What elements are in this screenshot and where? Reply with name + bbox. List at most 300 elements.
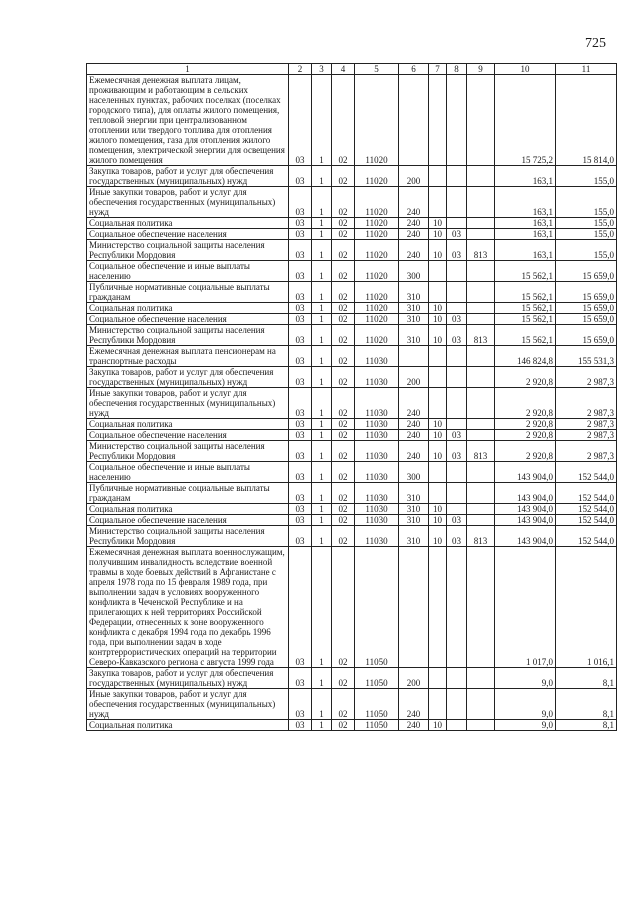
code-col-5-cell: 11020 [355,218,399,229]
code-col-9-cell: 813 [467,325,495,346]
row-name-cell: Социальная политика [87,720,289,731]
code-col-3-cell: 1 [312,303,332,314]
amount-col-11-cell: 152 544,0 [556,483,617,504]
amount-col-11-cell: 152 544,0 [556,515,617,526]
amount-col-11-cell: 15 659,0 [556,325,617,346]
code-col-5-cell: 11020 [355,314,399,325]
code-col-8-cell [447,166,467,187]
code-col-5-cell: 11030 [355,504,399,515]
amount-col-10-cell: 15 562,1 [495,325,556,346]
amount-col-10-cell: 2 920,8 [495,388,556,419]
code-col-5-cell: 11030 [355,346,399,367]
code-col-4-cell: 02 [332,314,355,325]
code-col-6-cell: 310 [399,526,429,547]
code-col-4-cell: 02 [332,441,355,462]
table-row [87,515,617,526]
code-col-6-cell: 200 [399,367,429,388]
code-col-8-cell [447,668,467,689]
row-name-cell: Закупка товаров, работ и услуг для обеспечения государственных (муниципальных) нужд [87,668,289,689]
code-col-7-cell [429,462,447,483]
amount-col-11-cell: 152 544,0 [556,504,617,515]
code-col-3-cell: 1 [312,419,332,430]
code-col-4-cell: 02 [332,720,355,731]
code-col-3-cell: 1 [312,218,332,229]
amount-col-10-cell: 2 920,8 [495,441,556,462]
code-col-9-cell [467,282,495,303]
column-header-11: 11 [556,64,617,75]
code-col-4-cell: 02 [332,430,355,441]
code-col-8-cell [447,303,467,314]
code-col-6-cell: 240 [399,187,429,218]
amount-col-10-cell: 15 562,1 [495,314,556,325]
code-col-2-cell: 03 [289,547,312,668]
code-col-4-cell: 02 [332,240,355,261]
code-col-5-cell: 11020 [355,187,399,218]
code-col-5-cell: 11030 [355,462,399,483]
code-col-5-cell: 11030 [355,526,399,547]
code-col-2-cell: 03 [289,430,312,441]
code-col-9-cell: 813 [467,240,495,261]
code-col-6-cell [399,75,429,166]
code-col-5-cell: 11030 [355,367,399,388]
amount-col-11-cell: 155,0 [556,229,617,240]
table-row [87,668,617,689]
table-row [87,547,617,668]
row-name-cell: Публичные нормативные социальные выплаты гражданам [87,483,289,504]
code-col-4-cell: 02 [332,483,355,504]
code-col-2-cell: 03 [289,282,312,303]
row-name-cell: Министерство социальной защиты населения Республики Мордовия [87,526,289,547]
amount-col-10-cell: 163,1 [495,187,556,218]
code-col-8-cell [447,75,467,166]
table-header-row [87,64,617,75]
table-row [87,218,617,229]
code-col-9-cell [467,547,495,668]
code-col-2-cell: 03 [289,388,312,419]
code-col-2-cell: 03 [289,668,312,689]
code-col-3-cell: 1 [312,504,332,515]
code-col-8-cell [447,483,467,504]
code-col-8-cell: 03 [447,515,467,526]
code-col-5-cell: 11020 [355,166,399,187]
code-col-2-cell: 03 [289,419,312,430]
code-col-9-cell [467,346,495,367]
row-name-cell: Социальная политика [87,504,289,515]
code-col-5-cell: 11020 [355,303,399,314]
code-col-6-cell: 310 [399,504,429,515]
table-body [87,75,617,731]
code-col-6-cell: 240 [399,419,429,430]
row-name-cell: Социальное обеспечение населения [87,314,289,325]
table-row [87,689,617,720]
code-col-4-cell: 02 [332,282,355,303]
page-number: 725 [585,36,606,51]
code-col-7-cell: 10 [429,430,447,441]
code-col-5-cell: 11020 [355,229,399,240]
code-col-3-cell: 1 [312,240,332,261]
code-col-9-cell [467,462,495,483]
row-name-cell: Публичные нормативные социальные выплаты гражданам [87,282,289,303]
code-col-9-cell [467,218,495,229]
code-col-7-cell: 10 [429,218,447,229]
table-row [87,303,617,314]
code-col-6-cell: 310 [399,325,429,346]
code-col-6-cell: 240 [399,689,429,720]
table-row [87,325,617,346]
table-row [87,282,617,303]
code-col-7-cell: 10 [429,441,447,462]
table-row [87,720,617,731]
amount-col-10-cell: 163,1 [495,229,556,240]
row-name-cell: Социальная политика [87,218,289,229]
table-row [87,261,617,282]
code-col-5-cell: 11020 [355,282,399,303]
amount-col-10-cell: 9,0 [495,668,556,689]
code-col-7-cell: 10 [429,303,447,314]
amount-col-10-cell: 146 824,8 [495,346,556,367]
code-col-4-cell: 02 [332,689,355,720]
code-col-6-cell: 200 [399,166,429,187]
code-col-4-cell: 02 [332,367,355,388]
code-col-5-cell: 11050 [355,720,399,731]
code-col-7-cell: 10 [429,325,447,346]
code-col-7-cell: 10 [429,720,447,731]
code-col-3-cell: 1 [312,441,332,462]
code-col-9-cell: 813 [467,526,495,547]
code-col-6-cell: 240 [399,218,429,229]
code-col-6-cell: 300 [399,261,429,282]
code-col-5-cell: 11030 [355,515,399,526]
code-col-4-cell: 02 [332,668,355,689]
code-col-4-cell: 02 [332,187,355,218]
code-col-3-cell: 1 [312,346,332,367]
code-col-3-cell: 1 [312,187,332,218]
table-row [87,462,617,483]
code-col-9-cell [467,367,495,388]
code-col-7-cell [429,668,447,689]
code-col-4-cell: 02 [332,419,355,430]
code-col-3-cell: 1 [312,462,332,483]
column-header-10: 10 [495,64,556,75]
code-col-4-cell: 02 [332,388,355,419]
code-col-8-cell: 03 [447,229,467,240]
row-name-cell: Иные закупки товаров, работ и услуг для обеспечения государственных (муниципальных) нужд [87,689,289,720]
code-col-4-cell: 02 [332,547,355,668]
code-col-4-cell: 02 [332,75,355,166]
row-name-cell: Ежемесячная денежная выплата лицам, проживающим и работающим в сельских населенных пунктах, рабочих поселках (поселках городского типа), для оплаты жилого помещения, тепловой энергии при централизованном отоплении или твердого топлива для отопления жилого помещения, газа для отопления жилого помещения, электрической энергии для освещения жилого помещения [87,75,289,166]
code-col-7-cell [429,261,447,282]
row-name-cell: Иные закупки товаров, работ и услуг для обеспечения государственных (муниципальных) нужд [87,388,289,419]
code-col-7-cell [429,282,447,303]
column-header-5: 5 [355,64,399,75]
code-col-6-cell [399,346,429,367]
table-row [87,75,617,166]
code-col-3-cell: 1 [312,430,332,441]
code-col-9-cell: 813 [467,441,495,462]
column-header-9: 9 [467,64,495,75]
code-col-4-cell: 02 [332,303,355,314]
code-col-3-cell: 1 [312,547,332,668]
amount-col-11-cell: 8,1 [556,668,617,689]
table-row [87,229,617,240]
table-row [87,367,617,388]
code-col-8-cell: 03 [447,441,467,462]
table-row [87,441,617,462]
code-col-3-cell: 1 [312,388,332,419]
code-col-8-cell [447,689,467,720]
code-col-2-cell: 03 [289,229,312,240]
code-col-9-cell [467,303,495,314]
code-col-2-cell: 03 [289,240,312,261]
amount-col-10-cell: 143 904,0 [495,515,556,526]
code-col-4-cell: 02 [332,166,355,187]
amount-col-10-cell: 1 017,0 [495,547,556,668]
amount-col-10-cell: 2 920,8 [495,430,556,441]
code-col-3-cell: 1 [312,515,332,526]
code-col-3-cell: 1 [312,483,332,504]
amount-col-10-cell: 15 562,1 [495,261,556,282]
code-col-8-cell [447,346,467,367]
code-col-7-cell: 10 [429,504,447,515]
code-col-7-cell [429,483,447,504]
code-col-8-cell: 03 [447,325,467,346]
code-col-5-cell: 11030 [355,419,399,430]
code-col-5-cell: 11050 [355,547,399,668]
row-name-cell: Министерство социальной защиты населения Республики Мордовия [87,325,289,346]
code-col-8-cell [447,388,467,419]
amount-col-11-cell: 155,0 [556,166,617,187]
code-col-2-cell: 03 [289,325,312,346]
code-col-5-cell: 11050 [355,689,399,720]
code-col-7-cell [429,367,447,388]
table-row [87,504,617,515]
code-col-2-cell: 03 [289,75,312,166]
code-col-7-cell [429,187,447,218]
column-header-4: 4 [332,64,355,75]
column-header-1: 1 [87,64,289,75]
table-row [87,419,617,430]
amount-col-11-cell: 2 987,3 [556,367,617,388]
code-col-2-cell: 03 [289,187,312,218]
row-name-cell: Социальная политика [87,303,289,314]
code-col-2-cell: 03 [289,504,312,515]
code-col-2-cell: 03 [289,720,312,731]
column-header-8: 8 [447,64,467,75]
code-col-8-cell [447,504,467,515]
code-col-7-cell: 10 [429,240,447,261]
code-col-9-cell [467,515,495,526]
row-name-cell: Ежемесячная денежная выплата военнослужащим, получившим инвалидность вследствие военной травмы в ходе боевых действий в Афганистане с апреля 1978 года по 15 февраля 1989 года, при выполнении задач в условиях вооруженного конфликта в Чеченской Республике и на прилегающих к ней территориях Российской Федерации, отнесенных к зоне вооруженного конфликта с декабря 1994 года по декабрь 1996 года, при выполнении задач в ходе контртеррористических операций на территории Северо-Кавказского региона с августа 1999 года [87,547,289,668]
code-col-3-cell: 1 [312,367,332,388]
code-col-7-cell: 10 [429,229,447,240]
table-row [87,430,617,441]
code-col-8-cell [447,547,467,668]
code-col-7-cell: 10 [429,515,447,526]
code-col-7-cell [429,75,447,166]
code-col-8-cell [447,261,467,282]
code-col-3-cell: 1 [312,668,332,689]
code-col-3-cell: 1 [312,689,332,720]
code-col-9-cell [467,430,495,441]
code-col-5-cell: 11030 [355,388,399,419]
amount-col-11-cell: 155,0 [556,240,617,261]
code-col-7-cell [429,166,447,187]
code-col-2-cell: 03 [289,441,312,462]
code-col-4-cell: 02 [332,346,355,367]
code-col-7-cell: 10 [429,314,447,325]
code-col-7-cell [429,346,447,367]
amount-col-11-cell: 15 659,0 [556,303,617,314]
amount-col-11-cell: 8,1 [556,689,617,720]
code-col-9-cell [467,229,495,240]
amount-col-11-cell: 2 987,3 [556,388,617,419]
amount-col-10-cell: 163,1 [495,218,556,229]
row-name-cell: Социальное обеспечение и иные выплаты населению [87,261,289,282]
code-col-4-cell: 02 [332,261,355,282]
table-row [87,388,617,419]
code-col-9-cell [467,314,495,325]
amount-col-11-cell: 15 659,0 [556,314,617,325]
code-col-2-cell: 03 [289,303,312,314]
code-col-6-cell: 310 [399,314,429,325]
amount-col-10-cell: 15 562,1 [495,303,556,314]
code-col-3-cell: 1 [312,720,332,731]
amount-col-10-cell: 143 904,0 [495,483,556,504]
code-col-2-cell: 03 [289,526,312,547]
code-col-6-cell: 240 [399,229,429,240]
code-col-7-cell [429,689,447,720]
amount-col-11-cell: 8,1 [556,720,617,731]
code-col-3-cell: 1 [312,526,332,547]
amount-col-10-cell: 143 904,0 [495,462,556,483]
row-name-cell: Министерство социальной защиты населения Республики Мордовия [87,441,289,462]
row-name-cell: Социальное обеспечение населения [87,430,289,441]
amount-col-10-cell: 9,0 [495,689,556,720]
amount-col-11-cell: 155,0 [556,218,617,229]
code-col-5-cell: 11020 [355,75,399,166]
column-header-3: 3 [312,64,332,75]
column-header-6: 6 [399,64,429,75]
amount-col-10-cell: 2 920,8 [495,419,556,430]
code-col-3-cell: 1 [312,166,332,187]
code-col-8-cell [447,218,467,229]
amount-col-11-cell: 2 987,3 [556,419,617,430]
code-col-7-cell: 10 [429,526,447,547]
code-col-3-cell: 1 [312,75,332,166]
table-row [87,166,617,187]
code-col-8-cell [447,419,467,430]
amount-col-10-cell: 143 904,0 [495,504,556,515]
code-col-5-cell: 11020 [355,261,399,282]
row-name-cell: Социальное обеспечение населения [87,515,289,526]
row-name-cell: Министерство социальной защиты населения Республики Мордовия [87,240,289,261]
code-col-7-cell [429,547,447,668]
code-col-8-cell: 03 [447,314,467,325]
code-col-5-cell: 11030 [355,430,399,441]
code-col-2-cell: 03 [289,689,312,720]
amount-col-11-cell: 155,0 [556,187,617,218]
amount-col-10-cell: 163,1 [495,166,556,187]
code-col-6-cell: 310 [399,483,429,504]
column-header-2: 2 [289,64,312,75]
code-col-2-cell: 03 [289,367,312,388]
code-col-9-cell [467,419,495,430]
code-col-4-cell: 02 [332,504,355,515]
code-col-6-cell: 200 [399,668,429,689]
code-col-4-cell: 02 [332,515,355,526]
amount-col-11-cell: 2 987,3 [556,430,617,441]
code-col-6-cell: 300 [399,462,429,483]
code-col-2-cell: 03 [289,314,312,325]
table-row [87,240,617,261]
code-col-9-cell [467,720,495,731]
table-row [87,314,617,325]
table-row [87,187,617,218]
code-col-6-cell: 310 [399,282,429,303]
amount-col-11-cell: 15 659,0 [556,282,617,303]
code-col-8-cell [447,462,467,483]
amount-col-11-cell: 155 531,3 [556,346,617,367]
code-col-5-cell: 11020 [355,325,399,346]
amount-col-10-cell: 15 562,1 [495,282,556,303]
code-col-6-cell: 240 [399,240,429,261]
code-col-2-cell: 03 [289,483,312,504]
amount-col-10-cell: 2 920,8 [495,367,556,388]
table-row [87,526,617,547]
amount-col-11-cell: 15 659,0 [556,261,617,282]
budget-table [86,63,617,731]
code-col-8-cell: 03 [447,526,467,547]
code-col-9-cell [467,166,495,187]
code-col-9-cell [467,261,495,282]
code-col-2-cell: 03 [289,515,312,526]
code-col-9-cell [467,689,495,720]
code-col-9-cell [467,504,495,515]
code-col-3-cell: 1 [312,314,332,325]
code-col-8-cell [447,282,467,303]
amount-col-11-cell: 15 814,0 [556,75,617,166]
code-col-9-cell [467,668,495,689]
code-col-3-cell: 1 [312,229,332,240]
code-col-6-cell [399,547,429,668]
code-col-2-cell: 03 [289,346,312,367]
code-col-5-cell: 11030 [355,441,399,462]
code-col-7-cell [429,388,447,419]
code-col-7-cell: 10 [429,419,447,430]
code-col-6-cell: 240 [399,430,429,441]
code-col-8-cell [447,187,467,218]
code-col-2-cell: 03 [289,218,312,229]
code-col-2-cell: 03 [289,166,312,187]
code-col-4-cell: 02 [332,526,355,547]
amount-col-11-cell: 2 987,3 [556,441,617,462]
code-col-2-cell: 03 [289,462,312,483]
code-col-8-cell [447,720,467,731]
code-col-8-cell [447,367,467,388]
row-name-cell: Социальное обеспечение и иные выплаты населению [87,462,289,483]
code-col-8-cell: 03 [447,240,467,261]
code-col-5-cell: 11030 [355,483,399,504]
amount-col-11-cell: 152 544,0 [556,526,617,547]
code-col-6-cell: 240 [399,720,429,731]
code-col-6-cell: 310 [399,515,429,526]
code-col-4-cell: 02 [332,325,355,346]
code-col-3-cell: 1 [312,282,332,303]
row-name-cell: Закупка товаров, работ и услуг для обеспечения государственных (муниципальных) нужд [87,367,289,388]
code-col-6-cell: 310 [399,303,429,314]
amount-col-11-cell: 1 016,1 [556,547,617,668]
amount-col-10-cell: 9,0 [495,720,556,731]
